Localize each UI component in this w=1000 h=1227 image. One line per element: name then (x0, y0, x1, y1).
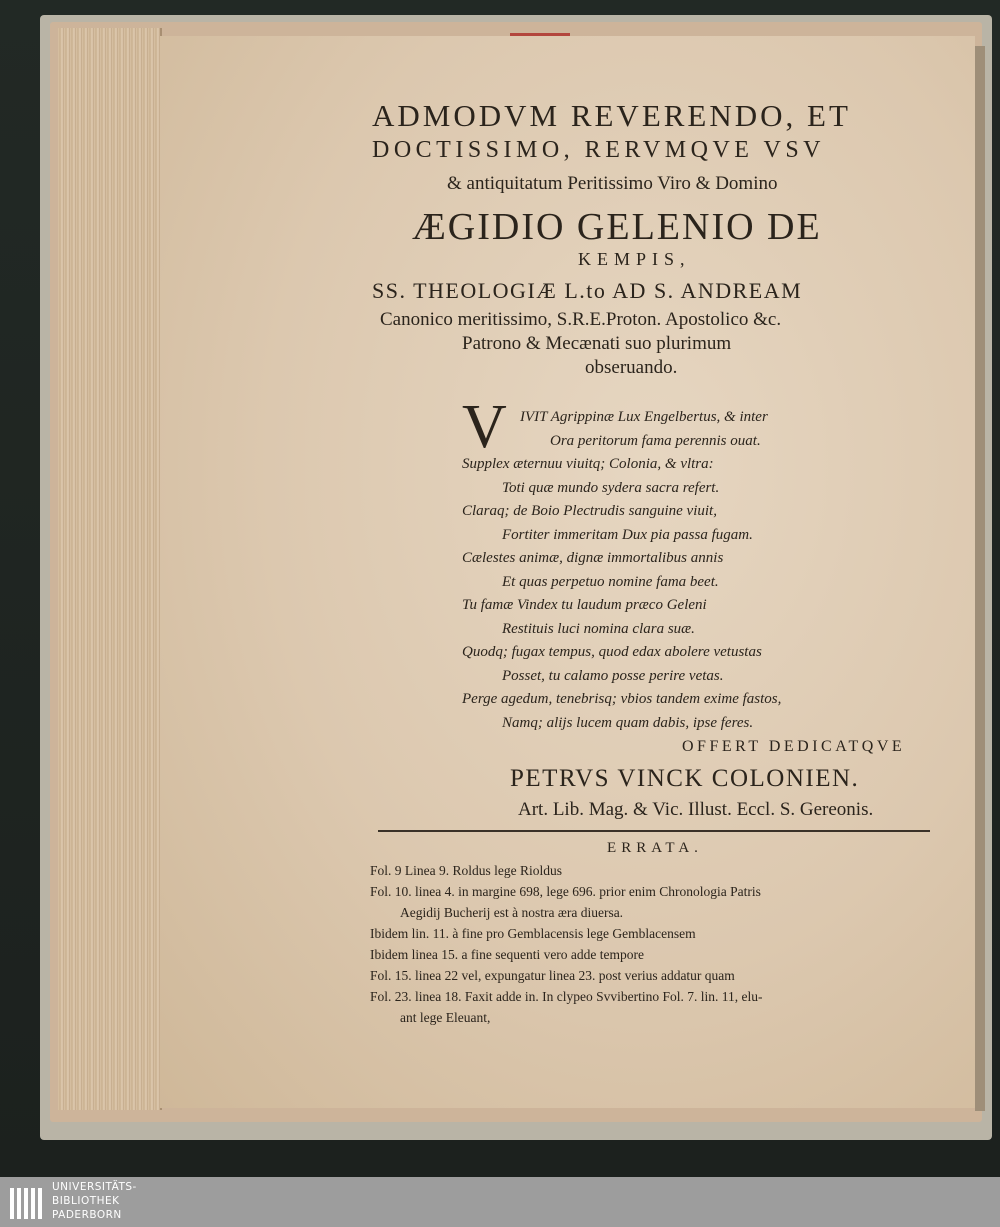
library-logo-icon (8, 1181, 48, 1223)
poem-line: Restituis luci nomina clara suæ. (502, 620, 695, 637)
title-line-8: Patrono & Mecænati suo plurimum (462, 333, 732, 354)
errata-line: Ibidem linea 15. a fine sequenti vero adde tempore (370, 947, 645, 962)
errata-line: ant lege Eleuant, (400, 1010, 491, 1025)
errata-line: Fol. 23. linea 18. Faxit adde in. In clypeo Svvibertino Fol. 7. lin. 11, elu- (370, 989, 763, 1004)
poem-line: Et quas perpetuo nomine fama beet. (502, 573, 719, 590)
book-page (160, 36, 975, 1108)
author-name: PETRVS VINCK COLONIEN. (510, 765, 860, 792)
library-footer (0, 1177, 1000, 1227)
poem-line: Tu famæ Vindex tu laudum præco Geleni (462, 597, 707, 613)
right-page-edge (975, 46, 985, 1111)
title-line-7: Canonico meritissimo, S.R.E.Proton. Apostolico &c. (380, 309, 782, 330)
title-line-2: DOCTISSIMO, RERVMQVE VSV (372, 137, 826, 163)
poem-line: Quodq; fugax tempus, quod edax abolere vetustas (462, 644, 762, 660)
poem-line: Supplex æternuu viuitq; Colonia, & vltra: (462, 456, 714, 472)
dedicatory-poem (462, 393, 962, 735)
errata-line: Aegidij Bucherij est à nostra æra diuersa. (400, 905, 624, 920)
title-line-3: & antiquitatum Peritissimo Viro & Domino (447, 173, 778, 194)
offert-line: OFFERT DEDICATQVE (682, 738, 906, 755)
title-line-1: ADMODVM REVERENDO, ET (372, 98, 851, 133)
author-title: Art. Lib. Mag. & Vic. Illust. Eccl. S. Gereonis. (518, 799, 874, 820)
footer-line-3: PADERBORN (52, 1209, 122, 1221)
poem-line: Posset, tu calamo posse perire vetas. (502, 667, 724, 684)
poem-line: Namq; alijs lucem quam dabis, ipse feres. (502, 714, 754, 731)
errata-title: ERRATA. (607, 840, 703, 856)
poem-line: Cælestes animæ, dignæ immortalibus annis (462, 550, 724, 566)
page-edges (58, 28, 162, 1110)
errata-line: Fol. 10. linea 4. in margine 698, lege 696. prior enim Chronologia Patris (370, 884, 761, 899)
poem-line: IVIT Agrippinæ Lux Engelbertus, & inter (520, 409, 768, 425)
dedicatee-name: ÆGIDIO GELENIO DE (412, 206, 822, 248)
errata-line: Ibidem lin. 11. à fine pro Gemblacensis lege Gemblacensem (370, 926, 696, 941)
footer-line-2: BIBLIOTHEK (52, 1195, 120, 1207)
title-line-6: SS. THEOLOGIÆ L.to AD S. ANDREAM (372, 278, 803, 303)
errata-section (370, 836, 940, 1028)
divider-rule (378, 830, 930, 832)
footer-line-1: UNIVERSITÄTS- (52, 1181, 137, 1193)
errata-line: Fol. 9 Linea 9. Roldus lege Rioldus (370, 863, 562, 878)
title-line-9: obseruando. (585, 357, 678, 378)
poem-line: Claraq; de Boio Plectrudis sanguine viuit, (462, 503, 717, 519)
errata-line: Fol. 15. linea 22 vel, expungatur linea 23. post verius addatur quam (370, 968, 735, 983)
poem-line: Fortiter immeritam Dux pia passa fugam. (502, 526, 753, 543)
poem-line: Ora peritorum fama perennis ouat. (550, 432, 761, 449)
poem-line: Toti quæ mundo sydera sacra refert. (502, 479, 720, 496)
dedicatee-place: KEMPIS, (578, 249, 691, 269)
drop-cap: V (462, 393, 507, 461)
poem-line: Perge agedum, tenebrisq; vbios tandem exime fastos, (462, 691, 782, 707)
